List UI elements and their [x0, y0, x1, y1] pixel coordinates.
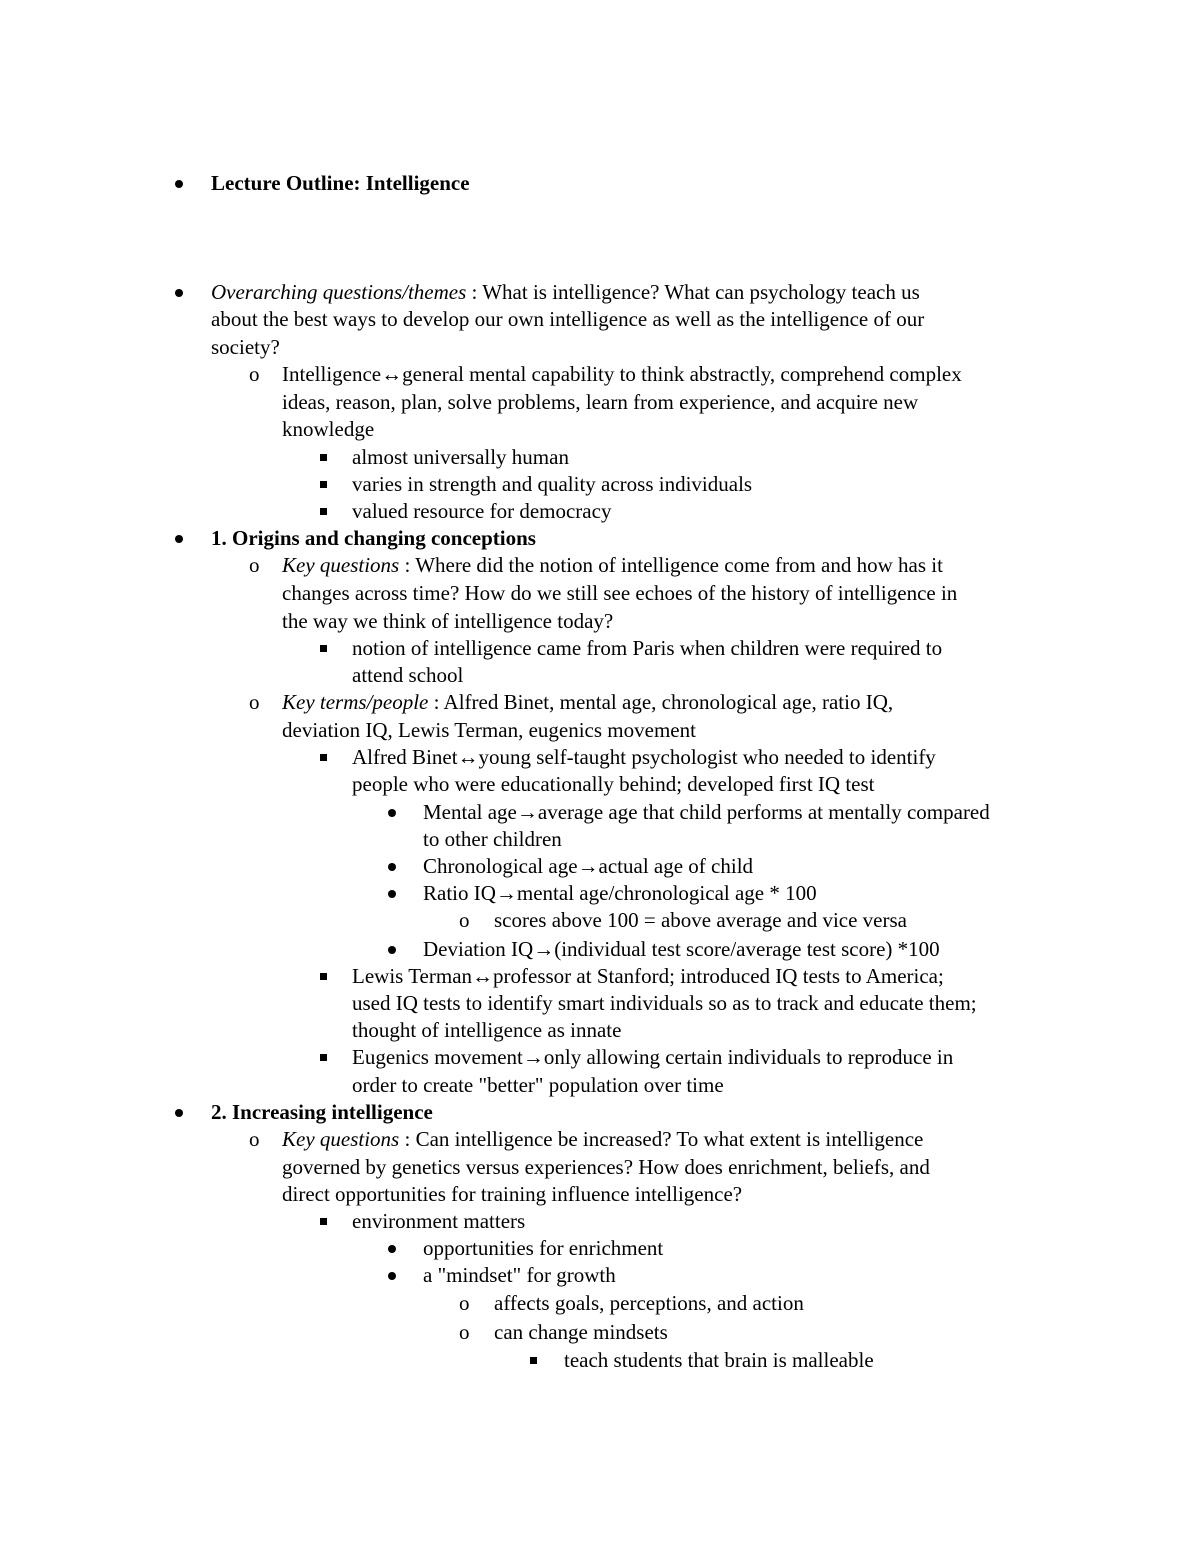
bullet-square-icon: [320, 963, 327, 980]
bullet-circle-icon: o: [249, 553, 260, 577]
bullet-circle-icon: o: [249, 690, 260, 714]
definition-point: valued resource for democracy: [352, 499, 612, 523]
s1-key-questions-text: : Where did the notion of intelligence come from and how has it: [399, 553, 943, 577]
s2-key-questions-line-3: direct opportunities for training influence intelligence?: [282, 1182, 743, 1206]
overarching-line-3: society?: [211, 335, 280, 359]
bullet-circle-icon: o: [459, 908, 470, 932]
definition-line-3: knowledge: [282, 417, 375, 441]
overarching-line-1: [211, 279, 920, 306]
overarching-label: Overarching questions/themes: [211, 280, 467, 304]
bullet-circle-icon: o: [459, 1320, 470, 1344]
brain-malleable: teach students that brain is malleable: [564, 1348, 874, 1372]
change-mindsets: can change mindsets: [494, 1320, 668, 1344]
bullet-dot-icon: [175, 279, 183, 297]
terman-line-2: used IQ tests to identify smart individuals so as to track and educate them;: [352, 991, 977, 1015]
bullet-square-icon: [320, 444, 327, 461]
binet-line-1: Alfred Binet↔young self-taught psychologist who needed to identify: [352, 745, 936, 769]
bullet-dot-icon: [388, 880, 396, 898]
bullet-dot-icon: [388, 1235, 396, 1253]
bullet-circle-icon: o: [249, 362, 260, 386]
terman-line-1: Lewis Terman↔professor at Stanford; introduced IQ tests to America;: [352, 964, 944, 988]
s2-key-questions-line-2: governed by genetics versus experiences? How does enrichment, beliefs, and: [282, 1155, 930, 1179]
section-1-heading: 1. Origins and changing conceptions: [211, 526, 536, 550]
s1-key-terms-line-2: deviation IQ, Lewis Terman, eugenics movement: [282, 718, 696, 742]
bullet-dot-icon: [388, 936, 396, 954]
key-terms-label: Key terms/people: [282, 690, 429, 714]
definition-line-2: ideas, reason, plan, solve problems, learn from experience, and acquire new: [282, 390, 919, 414]
bullet-square-icon: [320, 498, 327, 515]
binet-line-2: people who were educationally behind; developed first IQ test: [352, 772, 875, 796]
bullet-circle-icon: o: [459, 1291, 470, 1315]
mindset-affects: affects goals, perceptions, and action: [494, 1291, 804, 1315]
s2-key-questions-line-1: [282, 1126, 923, 1153]
key-questions-label: Key questions: [282, 553, 400, 577]
chronological-age: Chronological age→actual age of child: [423, 854, 754, 878]
bullet-square-icon: [320, 635, 327, 652]
bullet-square-icon: [320, 471, 327, 488]
mental-age-line-2: to other children: [423, 827, 562, 851]
ratio-iq-note: scores above 100 = above average and vice versa: [494, 908, 907, 932]
s1-notion-line-2: attend school: [352, 663, 464, 687]
definition-point: almost universally human: [352, 445, 569, 469]
mental-age-line-1: Mental age→average age that child performs at mentally compared: [423, 800, 990, 824]
bullet-dot-icon: [388, 853, 396, 871]
s1-key-questions-line-1: [282, 552, 943, 579]
document-title: Lecture Outline: Intelligence: [211, 171, 470, 195]
s2-key-questions-text: : Can intelligence be increased? To what extent is intelligence: [399, 1127, 924, 1151]
enrichment: opportunities for enrichment: [423, 1236, 664, 1260]
deviation-iq: Deviation IQ→(individual test score/average test score) *100: [423, 937, 940, 961]
eugenics-line-1: Eugenics movement→only allowing certain individuals to reproduce in: [352, 1045, 954, 1069]
key-questions-label: Key questions: [282, 1127, 400, 1151]
terman-line-3: thought of intelligence as innate: [352, 1018, 622, 1042]
bullet-circle-icon: o: [249, 1127, 260, 1151]
bullet-dot-icon: [175, 525, 183, 543]
bullet-dot-icon: [388, 799, 396, 817]
bullet-dot-icon: [175, 170, 183, 188]
eugenics-line-2: order to create "better" population over time: [352, 1073, 724, 1097]
s1-key-questions-line-2: changes across time? How do we still see echoes of the history of intelligence in: [282, 581, 958, 605]
bullet-dot-icon: [388, 1262, 396, 1280]
overarching-text-1: : What is intelligence? What can psychology teach us: [466, 280, 920, 304]
definition-line-1: Intelligence↔general mental capability to think abstractly, comprehend complex: [282, 362, 962, 386]
bullet-square-icon: [530, 1347, 537, 1364]
definition-point: varies in strength and quality across individuals: [352, 472, 753, 496]
bullet-square-icon: [320, 744, 327, 761]
bullet-square-icon: [320, 1044, 327, 1061]
growth-mindset: a "mindset" for growth: [423, 1263, 616, 1287]
s1-key-questions-line-3: the way we think of intelligence today?: [282, 609, 614, 633]
ratio-iq: Ratio IQ→mental age/chronological age * 100: [423, 881, 817, 905]
s1-key-terms-line-1: [282, 689, 893, 716]
section-2-heading: 2. Increasing intelligence: [211, 1100, 433, 1124]
bullet-dot-icon: [175, 1099, 183, 1117]
s1-notion-line-1: notion of intelligence came from Paris when children were required to: [352, 636, 943, 660]
environment-matters: environment matters: [352, 1209, 526, 1233]
s1-key-terms-text: : Alfred Binet, mental age, chronological age, ratio IQ,: [428, 690, 894, 714]
bullet-square-icon: [320, 1208, 327, 1225]
overarching-line-2: about the best ways to develop our own intelligence as well as the intelligence of our: [211, 307, 925, 331]
